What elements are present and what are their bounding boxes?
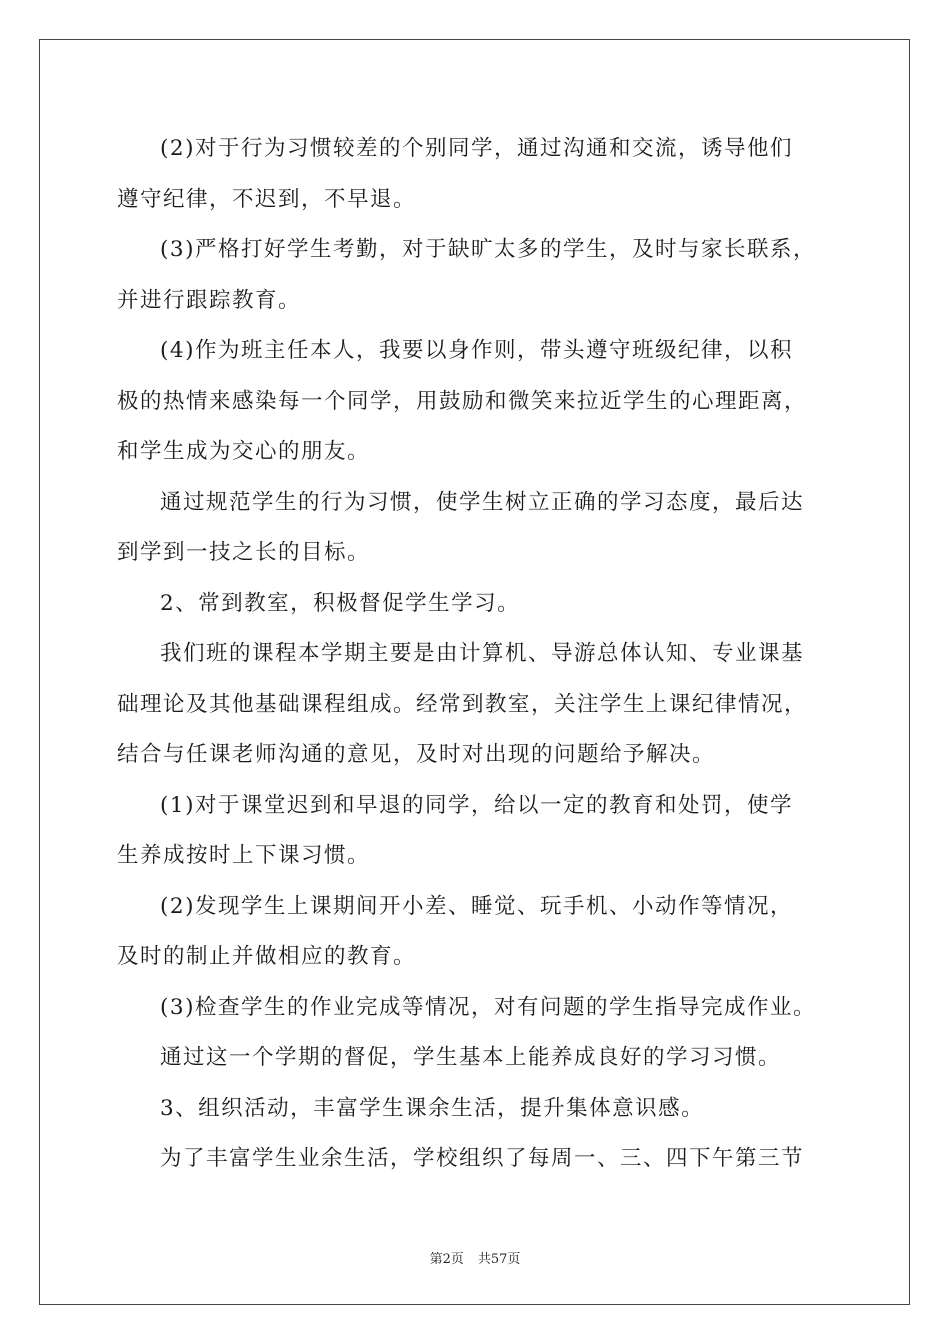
document-body [117, 124, 847, 1185]
page-number: 第2页 [429, 1252, 464, 1267]
page-footer [0, 1248, 950, 1267]
text-line-10: 2、常到教室，积极督促学生学习。 [160, 590, 521, 616]
text-line-16: (2)发现学生上课期间开小差、睡觉、玩手机、小动作等情况， [160, 893, 793, 919]
text-line-19: 通过这一个学期的督促，学生基本上能养成良好的学习习惯。 [160, 1045, 782, 1070]
text-line-7: 和学生成为交心的朋友。 [117, 439, 371, 464]
text-line-21: 为了丰富学生业余生活，学校组织了每周一、三、四下午第三节 [160, 1146, 805, 1171]
text-line-14: (1)对于课堂迟到和早退的同学，给以一定的教育和处罚，使学 [160, 792, 793, 818]
text-line-6: 极的热情来感染每一个同学，用鼓励和微笑来拉近学生的心理距离， [117, 388, 808, 414]
text-line-12: 础理论及其他基础课程组成。经常到教室，关注学生上课纪律情况， [117, 691, 808, 717]
text-line-13: 结合与任课老师沟通的意见，及时对出现的问题给予解决。 [117, 742, 716, 767]
text-line-17: 及时的制止并做相应的教育。 [117, 944, 417, 969]
text-line-4: 并进行跟踪教育。 [117, 287, 302, 313]
text-line-11: 我们班的课程本学期主要是由计算机、导游总体认知、专业课基 [160, 641, 805, 666]
text-line-9: 到学到一技之长的目标。 [117, 540, 371, 565]
text-line-3: (3)严格打好学生考勤，对于缺旷太多的学生，及时与家长联系， [160, 237, 816, 262]
text-line-1: (2)对于行为习惯较差的个别同学，通过沟通和交流，诱导他们 [160, 136, 793, 161]
text-line-18: (3)检查学生的作业完成等情况，对有问题的学生指导完成作业。 [160, 994, 816, 1020]
total-pages: 共57页 [477, 1252, 521, 1267]
text-line-5: (4)作为班主任本人，我要以身作则，带头遵守班级纪律，以积 [160, 338, 793, 363]
text-line-2: 遵守纪律，不迟到，不早退。 [117, 186, 417, 212]
text-line-15: 生养成按时上下课习惯。 [117, 843, 371, 868]
text-line-8: 通过规范学生的行为习惯，使学生树立正确的学习态度，最后达 [160, 489, 805, 515]
text-line-20: 3、组织活动，丰富学生课余生活，提升集体意识感。 [160, 1095, 705, 1121]
